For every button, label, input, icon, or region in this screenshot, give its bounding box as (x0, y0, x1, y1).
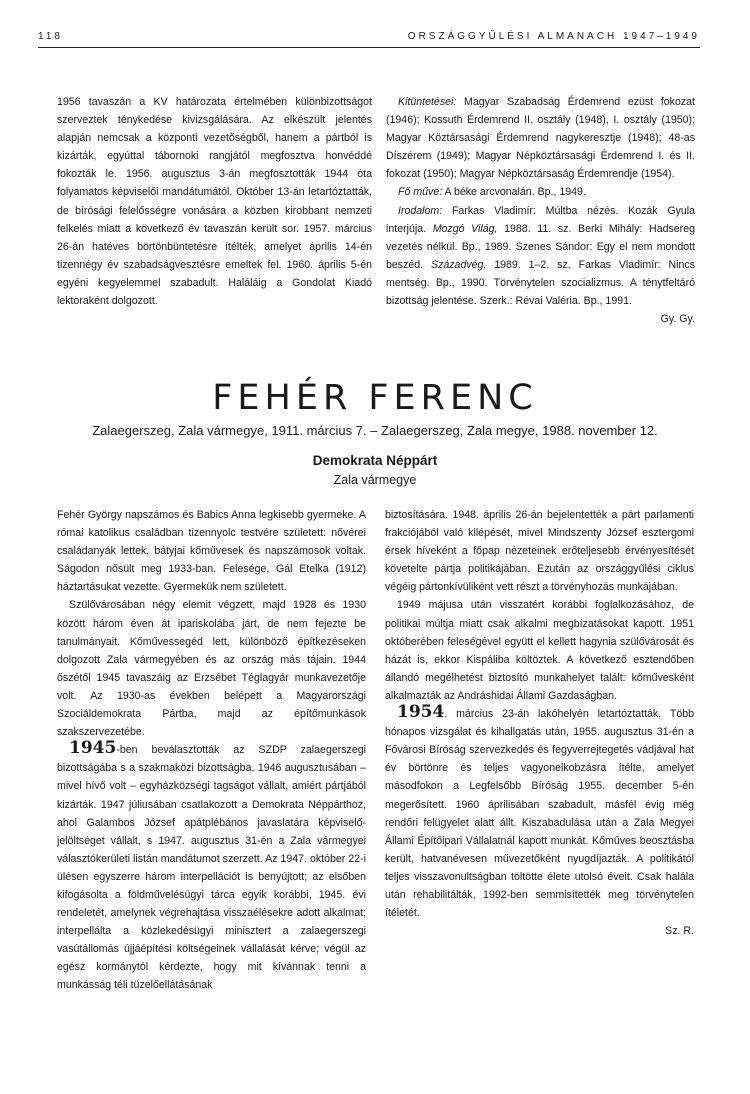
family-paragraph: Fehér György napszámos és Babics Anna legkisebb gyermeke. A római katolikus családban tizennyolc testvére született: nővérei családanyák lettek, bátyjai kőművesek és napszámosok voltak. Ságodon nősült meg 1933-ban. Felesége, Gál Etelka (1912) háztartásukat vezette. Gyermekük nem született. (57, 509, 366, 594)
literature-text: 1988. 11. sz. Berki Mihály: Hadsereg vezetés nélkül. Bp., 1989. Szenes Sándor: Egy el nem mondott beszéd. (386, 222, 695, 271)
main-work-paragraph (386, 183, 695, 201)
entry-county: Zala vármegye (333, 473, 417, 487)
author-signature: Sz. R. (665, 925, 694, 938)
year-marker: 1945 (69, 738, 117, 759)
awards-text: Magyar Szabadság Érdemrend ezüst fokozat (1946); Kossuth Érdemrend II. osztály (1948), I. osztály (1950); Magyar Köztársasági Érdemrend nagykeresztje (1948); 48-as Díszérem (1949); Magyar Népköztársasági Érdemrend I. és II. fokozat (1950); Magyar Népköztársaság Érdemrendje (1954). (386, 96, 695, 181)
literature-text: 1989. 1–2. sz. Farkas Vladimír: Nincs mentség. Bp., 1990. Törvénytelen szocializmus. A ténytfeltáró bizottság jelentése. Szerk.: Révai Valéria. Bp., 1991. (386, 258, 695, 308)
prev-entry-text-column (57, 93, 372, 310)
arrest-text: . március 23-án lakóhelyén letartóztatták. Több hónapos vizsgálat és kihallgatás után, 1955. augusztus 31-én a Fővárosi Bíróság szervezkedés és fegyverrejtegetés vádjával hat év börtönre és teljes vagyonelkobzásra ítélte, amelyet másodfokon a Legfelsőbb Bíróság 1955. december 5-én megerősített. 1960 áprilisában szabadult, másfél évig még rendőri felügyelet alatt állt. Kiszabadulása után a Zala Megyei Állami Építőipari Vállalatnál kapott munkát. Kőműves beosztásba került, hatvanévesen művezetőként nyugdíjazták. A politikától teljes visszavonultságban töltötte élete utolsó éveit. Csak halála után rehabilitálták, 1992-ben semmisítették meg törvénytelen ítéletét. (385, 708, 694, 920)
prev-entry-paragraph: 1956 tavaszán a KV határozata értelmében különbizottságot szerveztek ténykedése kivizsgálására. Az elkészült jelentés alapján nemcsak a központi vezetőségből, hanem a pártból is kizárták, egyúttal tábornoki rangjától megfosztva honvéddé fokozták le. 1956. augusztus 3-án megfosztották 1944 óta folyamatos képviselői mandátumától. Október 13-án letartóztatták, de bírósági felelősségre vonására a közben kirobbant nemzeti felkelés miatt a következő év tavaszán került sor. 1957. március 26-án hatéves börtönbüntetésre ítélték, amelyet április 14-én tizennégy év szabadságvesztésre emeltek fel. 1960. április 5-én egyéni kegyelemmel szabadult. Haláláig a Gondolat Kiadó lektoraként dolgozott. (57, 96, 372, 308)
entry-party: Demokrata Néppárt (312, 453, 438, 468)
literature-paragraph (386, 202, 695, 311)
education-paragraph: Szülővárosában négy elemit végzett, majd 1928 és 1930 között három éven át ipariskolába járt, de nem fejezte be tanulmányait. Kőművessegéd lett, különböző építkezéseken dolgozott Zala vármegyében és az ország más tájain. 1944 őszétől 1945 tavaszáig az Erzsébet Téglagyár munkavezetője volt. Az 1930-as években belépett a Magyarországi Szociáldemokrata Pártba, majd az építőmunkások szakszervezetébe. (57, 599, 366, 739)
awards-paragraph (386, 93, 695, 183)
main-work-text: A béke arcvonalán. Bp., 1949. (444, 186, 586, 199)
entry-name-heading: FEHÉR FERENC (212, 378, 538, 418)
career-paragraph (57, 738, 366, 994)
running-head (38, 31, 700, 48)
running-title: ORSZÁGGYŰLÉSI ALMANACH 1947–1949 (407, 31, 700, 42)
page-number: 118 (38, 31, 63, 42)
author-signature: Gy. Gy. (660, 313, 695, 326)
journal-title: Századvég, (431, 258, 487, 271)
career-text: -ben beválasztották az SZDP zalaegerszegi bizottságába s a szakmaközi bizottságba. 1946 augusztusában – mivel hívő volt – egyházközségi tagságot vállalt, amiért pártjából kizárták. 1947 júliusában csatlakozott a Demokrata Néppárthoz, ahol Galambos József apátplébános javaslatára képviselő-jelöltséget vállalt, s 1947. augusztus 31-én a Zala vármegyei választókerületi listán mandátumot szerzett. Az 1947. október 22-i ülésen egyszerre három interpellációt is benyújtott; az elsőben kifogásolta a földművelésügyi tárca egyik korábbi, 1945. évi rendeletét, amelynek végrehajtása visszaélésekre adott alkalmat; interpellálta a közlekedésügyi minisztert a zalaegerszegi vasútállomás újjáépítési költségeinek vállalását kérve; végül az egész kormánytól kérdezte, hogy mit kívánnak tenni a munkásság téli tüzelőellátásának (57, 744, 366, 992)
main-work-label: Fő műve: (398, 186, 443, 199)
continuation-paragraph: biztosítására. 1948. április 26-án bejelentették a párt parlamenti frakciójából való kilépését, mivel Mindszenty József esztergomi érsek híveként a főpap nézeteinek erőteljesebb érvényesítését követelte pártja politikájában. Ezután az országgyűlési ciklus végéig pártonkívüliként vett részt a törvényhozás munkájában. (385, 509, 694, 594)
year-marker: 1954 (397, 702, 445, 723)
prev-entry-references-column (386, 93, 695, 328)
awards-label: Kitüntetései: (398, 96, 457, 108)
journal-title: Mozgó Világ, (432, 222, 498, 235)
entry-left-column (57, 506, 366, 995)
literature-text: Farkas Vladimír: Múltba nézés. Kozák Gyula interjúja. (386, 204, 696, 235)
entry-right-column (385, 506, 694, 940)
later-life-paragraph: 1949 májusa után visszatért korábbi foglalkozásához, de politikai múltja miatt csak alkalmi megbízatásokat kapott. 1951 októberében feleségével együtt el kellett hagynia szülővárosát és házát is, ekkor Kispáliba költöztek. A következő esztendőben állandó megélhetést biztosító munkahelyet talált: kőművesként alkalmazták az Andráshidai Állami Gazdaságban. (385, 599, 694, 702)
literature-label: Irodalom: (398, 204, 443, 217)
arrest-paragraph (385, 702, 694, 922)
entry-birth-death: Zalaegerszeg, Zala vármegye, 1911. március 7. – Zalaegerszeg, Zala megye, 1988. november 12. (92, 423, 658, 438)
